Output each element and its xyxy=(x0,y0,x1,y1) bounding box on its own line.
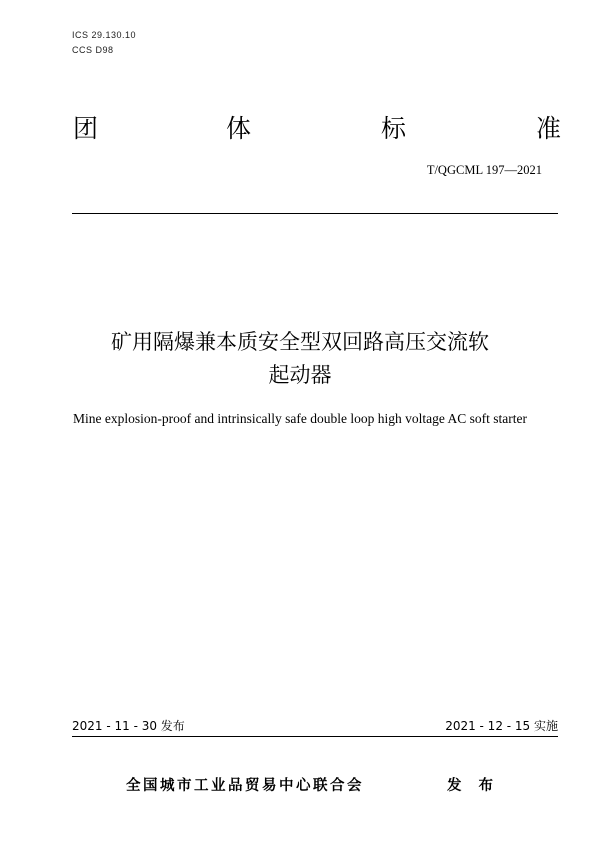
ccs-code: CCS D98 xyxy=(72,45,114,55)
standard-type-char-1: 团 xyxy=(73,114,99,143)
title-english: Mine explosion-proof and intrinsically safe double loop high voltage AC soft starter xyxy=(72,411,528,426)
publish-date: 2021 - 11 - 30 发布 xyxy=(72,719,185,733)
standard-type-char-3: 标 xyxy=(381,114,407,143)
ics-code: ICS 29.130.10 xyxy=(72,30,137,40)
top-divider xyxy=(72,213,558,214)
issued-label: 发 布 xyxy=(447,778,500,794)
standard-type-char-4: 准 xyxy=(536,114,562,143)
title-chinese-line-1: 矿用隔爆兼本质安全型双回路高压交流软 xyxy=(111,330,489,354)
bottom-divider xyxy=(72,736,558,737)
title-chinese-line-2: 起动器 xyxy=(268,363,332,387)
implement-date: 2021 - 12 - 15 实施 xyxy=(445,719,558,733)
issuing-organization: 全国城市工业品贸易中心联合会 xyxy=(126,778,364,794)
standard-number: T/QGCML 197—2021 xyxy=(426,163,542,177)
standard-type-char-2: 体 xyxy=(226,114,252,143)
